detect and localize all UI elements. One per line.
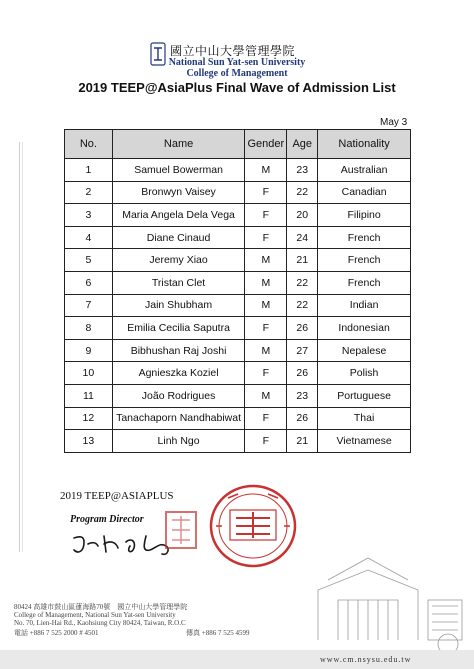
table-header-row xyxy=(65,130,411,159)
column-header: Nationality xyxy=(318,130,411,159)
table-row xyxy=(65,339,411,362)
table-row xyxy=(65,384,411,407)
table-cell: Indian xyxy=(318,294,411,317)
table-cell: 9 xyxy=(65,339,113,362)
table-cell: 26 xyxy=(287,362,318,385)
table-cell: Filipino xyxy=(318,204,411,227)
table-cell: F xyxy=(245,430,287,453)
table-cell: 11 xyxy=(65,384,113,407)
table-cell: 6 xyxy=(65,271,113,294)
table-cell: 22 xyxy=(287,271,318,294)
letterhead-chinese-name: 國立中山大學管理學院 xyxy=(170,44,296,58)
program-name: 2019 TEEP@ASIAPLUS xyxy=(60,490,174,502)
letterhead-university: National Sun Yat-sen University xyxy=(168,57,306,68)
table-cell: M xyxy=(245,159,287,182)
table-cell: Indonesian xyxy=(318,317,411,340)
document-date: May 3 xyxy=(380,117,408,128)
table-cell: 26 xyxy=(287,317,318,340)
table-cell: 20 xyxy=(287,204,318,227)
table-cell: Portuguese xyxy=(318,384,411,407)
college-seal-icon xyxy=(208,482,298,570)
table-cell: 13 xyxy=(65,430,113,453)
column-header: Age xyxy=(287,130,318,159)
table-cell: Tanachaporn Nandhabiwat xyxy=(112,407,245,430)
table-cell: Bibhushan Raj Joshi xyxy=(112,339,245,362)
table-cell: Linh Ngo xyxy=(112,430,245,453)
footer-college: College of Management, National Sun Yat-sen University xyxy=(14,611,176,619)
table-row xyxy=(65,159,411,182)
table-cell: F xyxy=(245,226,287,249)
table-row xyxy=(65,249,411,272)
table-cell: 1 xyxy=(65,159,113,182)
table-cell: 5 xyxy=(65,249,113,272)
table-cell: Agnieszka Koziel xyxy=(112,362,245,385)
table-cell: 27 xyxy=(287,339,318,362)
table-cell: 3 xyxy=(65,204,113,227)
table-cell: Diane Cinaud xyxy=(112,226,245,249)
column-header: Name xyxy=(112,130,245,159)
table-cell: M xyxy=(245,271,287,294)
letterhead-college: College of Management xyxy=(186,68,288,79)
table-cell: French xyxy=(318,226,411,249)
table-cell: 23 xyxy=(287,384,318,407)
table-cell: Jeremy Xiao xyxy=(112,249,245,272)
table-cell: Canadian xyxy=(318,181,411,204)
table-cell: 10 xyxy=(65,362,113,385)
table-cell: M xyxy=(245,294,287,317)
table-cell: Polish xyxy=(318,362,411,385)
table-cell: Thai xyxy=(318,407,411,430)
table-row xyxy=(65,407,411,430)
table-cell: M xyxy=(245,339,287,362)
margin-line xyxy=(19,142,20,552)
table-row xyxy=(65,430,411,453)
table-cell: Samuel Bowerman xyxy=(112,159,245,182)
table-row xyxy=(65,317,411,340)
table-cell: 26 xyxy=(287,407,318,430)
table-cell: João Rodrigues xyxy=(112,384,245,407)
table-row xyxy=(65,271,411,294)
table-cell: Emilia Cecilia Saputra xyxy=(112,317,245,340)
table-cell: 7 xyxy=(65,294,113,317)
table-cell: 22 xyxy=(287,181,318,204)
table-cell: F xyxy=(245,204,287,227)
column-header: No. xyxy=(65,130,113,159)
table-cell: 23 xyxy=(287,159,318,182)
footer-phone: 電話 +886 7 525 2000 # 4501 xyxy=(14,629,99,637)
table-cell: 24 xyxy=(287,226,318,249)
table-cell: Bronwyn Vaisey xyxy=(112,181,245,204)
document-title: 2019 TEEP@AsiaPlus Final Wave of Admission List xyxy=(78,80,396,95)
table-cell: 21 xyxy=(287,249,318,272)
table-cell: Maria Angela Dela Vega xyxy=(112,204,245,227)
footer-fax: 傳真 +886 7 525 4599 xyxy=(186,629,250,637)
table-cell: Australian xyxy=(318,159,411,182)
margin-line xyxy=(22,142,23,552)
table-cell: M xyxy=(245,384,287,407)
table-row xyxy=(65,226,411,249)
footer-address-chinese: 80424 高雄市鼓山區蓮海路70號 國立中山大學管理學院 xyxy=(14,603,188,611)
table-cell: F xyxy=(245,407,287,430)
table-cell: Tristan Clet xyxy=(112,271,245,294)
table-cell: 8 xyxy=(65,317,113,340)
table-row xyxy=(65,294,411,317)
table-cell: 12 xyxy=(65,407,113,430)
table-cell: Nepalese xyxy=(318,339,411,362)
table-row xyxy=(65,362,411,385)
footer-street: No. 70, Lien-Hai Rd., Kaohsiung City 80424, Taiwan, R.O.C xyxy=(14,619,186,627)
table-cell: Jain Shubham xyxy=(112,294,245,317)
table-row xyxy=(65,181,411,204)
table-cell: 4 xyxy=(65,226,113,249)
table-cell: 2 xyxy=(65,181,113,204)
table-row xyxy=(65,204,411,227)
column-header: Gender xyxy=(245,130,287,159)
personal-seal-icon xyxy=(164,510,198,550)
table-cell: M xyxy=(245,249,287,272)
signer-role: Program Director xyxy=(70,514,144,525)
table-cell: French xyxy=(318,249,411,272)
table-cell: 21 xyxy=(287,430,318,453)
table-cell: 22 xyxy=(287,294,318,317)
table-cell: F xyxy=(245,362,287,385)
footer-website: www.cm.nsysu.edu.tw xyxy=(320,655,412,664)
table-cell: French xyxy=(318,271,411,294)
table-cell: F xyxy=(245,317,287,340)
campus-building-illustration xyxy=(308,540,468,650)
admission-table xyxy=(64,129,411,453)
table-cell: F xyxy=(245,181,287,204)
table-cell: Vietnamese xyxy=(318,430,411,453)
